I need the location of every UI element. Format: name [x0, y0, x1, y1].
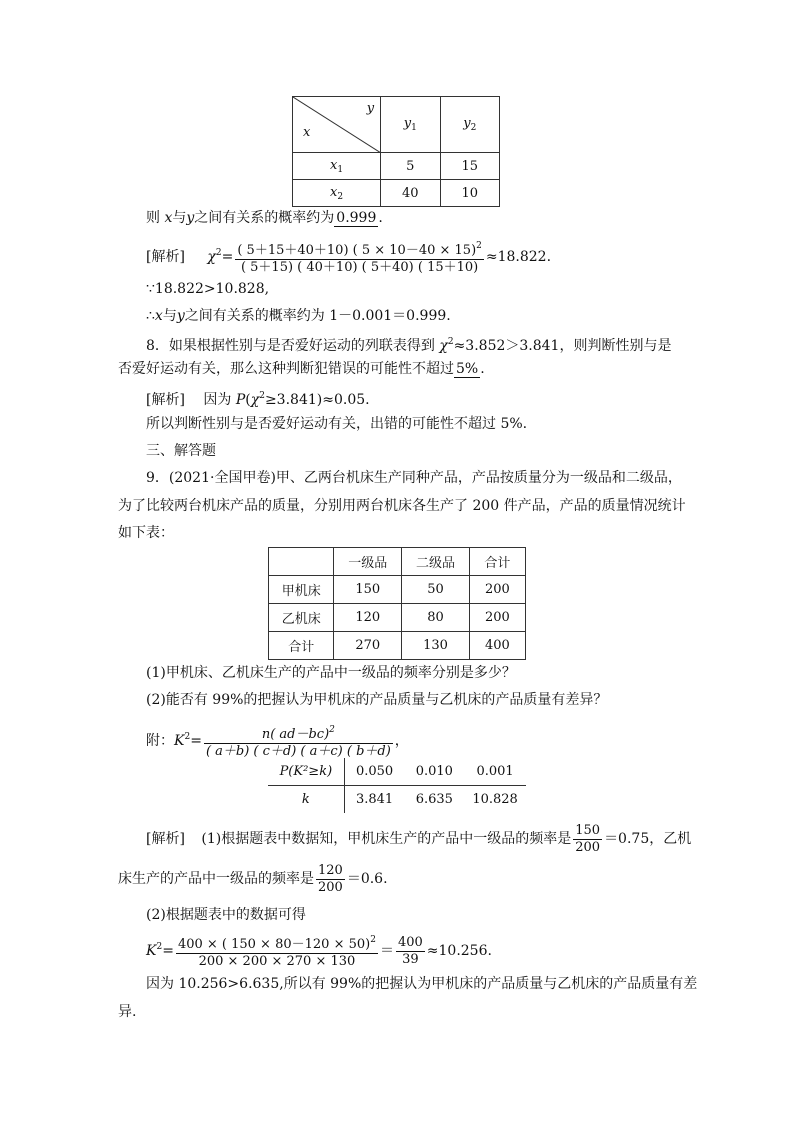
cell: 乙机床 [269, 604, 334, 632]
sol8-line1: [解析] 因为 $P(\chi^2\ge 3.841)\approx 0.05$. [146, 391, 370, 408]
k-square-result-fraction: $\frac{400}{39}$ [397, 934, 423, 967]
q7-answer: 0.999 [336, 210, 377, 226]
table-row [293, 180, 500, 207]
cell: 200 [469, 576, 525, 604]
sol7-line3: ∴x与y之间有关系的概率约为 1－0.001＝0.999. [146, 308, 451, 324]
cell: 合计 [269, 632, 334, 660]
header-cell [269, 548, 334, 576]
sol8-line2: 所以判断性别与是否爱好运动有关，出错的可能性不超过 5%. [146, 416, 528, 432]
sol7-line2: ∵18.822>10.828, [146, 281, 270, 297]
q8-answer: 5% [456, 361, 479, 377]
freq-fraction-2: $\frac{120}{200}$ [318, 862, 343, 895]
cell: 10.828 [464, 786, 526, 814]
sol9-part1-line2: 床生产的产品中一级品的频率是 $\frac{120}{200}$ ＝0.6. [118, 862, 388, 895]
table-header-row [269, 548, 526, 576]
cell: 3.841 [344, 786, 404, 814]
q8-line2: 否爱好运动有关，那么这种判断犯错误的可能性不超过 5% . [118, 361, 485, 377]
table-row [269, 604, 526, 632]
row-label: k [268, 786, 344, 814]
cell: 50 [402, 576, 470, 604]
header-y2: $y_2$ [440, 97, 499, 153]
cell: 0.050 [355, 764, 394, 779]
sol9-part1-line1: [解析] (1)根据题表中数据知，甲机床生产的产品中一级品的频率是 $\frac{150}{200}$ ＝0.75，乙机 [146, 822, 692, 855]
cell: 80 [402, 604, 470, 632]
table-row [268, 758, 526, 786]
q9-line1: 9．(2021·全国甲卷)甲、乙两台机床生产同种产品，产品按质量分为一级品和二级品， [146, 470, 682, 486]
cell: 150 [334, 576, 402, 604]
cell: 40 [381, 180, 440, 207]
row-label-x1: $x_1$ [293, 153, 381, 180]
sol9-part2-intro: (2)根据题表中的数据可得 [146, 907, 306, 923]
contingency-table-xy [292, 96, 500, 207]
sol7-formula: [解析] $\chi^2=$ $\frac{( 5+15+40+10) ( 5 \times 10-40 \times 15)^2}{( 5+15) ( 40+10) ( 5+40) ( 15+10)}$ ≈18.822. [146, 236, 551, 276]
cell: 200 [469, 604, 525, 632]
sol9-conclusion-2: 异. [118, 1004, 137, 1020]
cell: 6.635 [404, 786, 464, 814]
q7-line: 则 x与y之间有关系的概率约为 0.999 . [146, 210, 383, 226]
cell: 0.001 [476, 764, 514, 779]
header-cell: 二级品 [402, 548, 470, 576]
analysis-tag: [解析] [146, 392, 185, 408]
cell: 0.010 [415, 764, 453, 779]
sol9-conclusion-1: 因为 10.256>6.635,所以有 99%的把握认为甲机床的产品质量与乙机床的产品质量有差 [146, 976, 698, 992]
corner-x-label: x [303, 125, 311, 140]
row-label-x2: $x_2$ [293, 180, 381, 207]
chi-square-fraction: $\frac{( 5+15+40+10) ( 5 \times 10-40 \times 15)^2}{( 5+15) ( 40+10) ( 5+40) ( 15+10)}$ [235, 238, 484, 276]
table-row [269, 632, 526, 660]
table-row [293, 153, 500, 180]
cell: 270 [334, 632, 402, 660]
table-row [268, 786, 526, 814]
cell: 15 [440, 153, 499, 180]
cell: 5 [381, 153, 440, 180]
k-square-computation: $\frac{400 \times ( 150 \times 80-120 \times 50)^2}{200 \times 200 \times 270 \times 130}$ [176, 932, 378, 970]
cell: 甲机床 [269, 576, 334, 604]
analysis-tag: [解析] [146, 831, 185, 847]
header-cell: 合计 [469, 548, 525, 576]
header-cell: 一级品 [334, 548, 402, 576]
q9-line3: 如下表： [118, 525, 174, 541]
cell: 10 [440, 180, 499, 207]
appendix-formula: 附：$K^2=$ $\frac{n( ad-bc)^2}{( a+b) ( c+d) ( a+c) ( b+d)}$ ， [146, 720, 409, 760]
sol9-formula: $K^2=$ $\frac{400 \times ( 150 \times 80-120 \times 50)^2}{200 \times 200 \times 270 \times 130}$ ＝ $\frac{400}{39}$ ≈10.256. [146, 930, 492, 970]
q8-line1: 8．如果根据性别与是否爱好运动的列联表得到 $\chi^2\approx 3.852>3.841$，则判断性别与是 [146, 337, 672, 354]
q9-part1: (1)甲机床、乙机床生产的产品中一级品的频率分别是多少？ [146, 665, 516, 681]
row-label: P(K²≥k) [268, 758, 344, 786]
k-square-fraction: $\frac{n( ad-bc)^2}{( a+b) ( c+d) ( a+c) ( b+d)}$ [204, 722, 393, 760]
cell: 130 [402, 632, 470, 660]
freq-fraction-1: $\frac{150}{200}$ [575, 822, 601, 855]
machine-quality-table [268, 547, 526, 660]
critical-value-table [268, 758, 526, 813]
cell: 120 [334, 604, 402, 632]
analysis-tag: [解析] [146, 249, 185, 265]
table-row [269, 576, 526, 604]
section-heading: 三、解答题 [146, 443, 216, 459]
table-corner-cell [293, 97, 381, 153]
corner-y-label: y [366, 101, 375, 116]
header-y1: $y_1$ [381, 97, 440, 153]
q9-part2: (2)能否有 99%的把握认为甲机床的产品质量与乙机床的产品质量有差异？ [146, 692, 608, 708]
cell: 400 [469, 632, 525, 660]
q9-line2: 为了比较两台机床产品的质量，分别用两台机床各生产了 200 件产品，产品的质量情况统计 [118, 498, 686, 514]
